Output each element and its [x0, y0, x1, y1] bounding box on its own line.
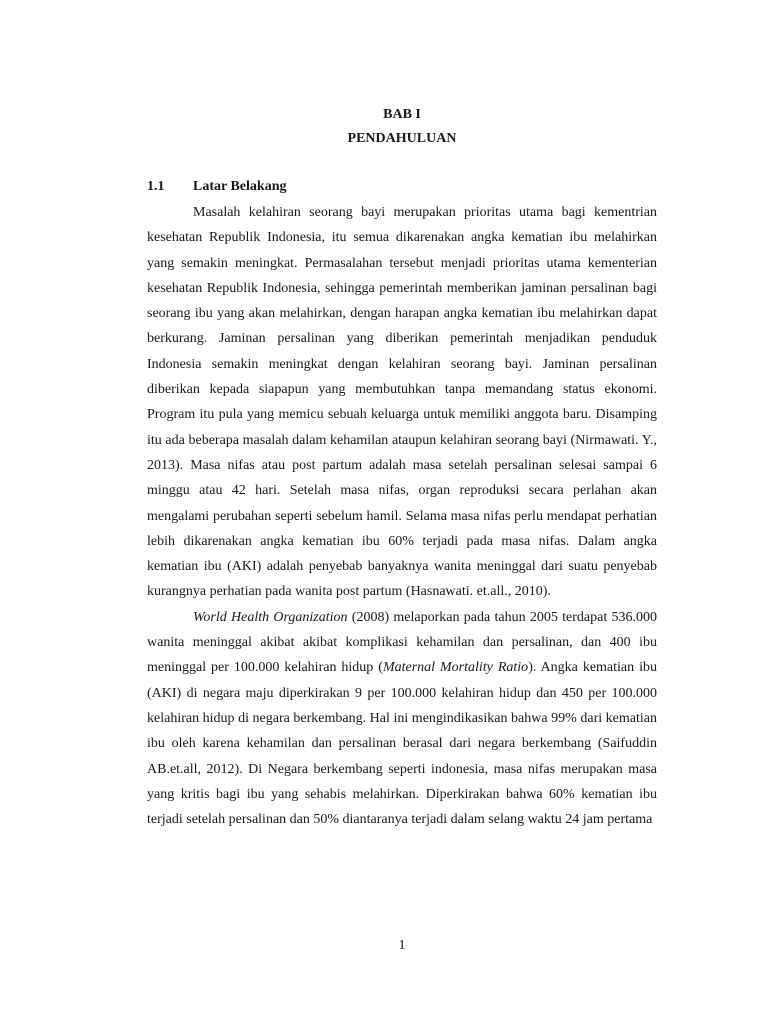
section-heading [147, 178, 286, 196]
chapter-number: BAB I [383, 107, 421, 122]
italic-term: World Health Organization [193, 609, 348, 625]
paragraph-text: (2008) melaporkan pada tahun 2005 terdapat 536.000 wanita meninggal akibat akibat komplikasi kehamilan dan persalinan, dan 400 ibu meninggal per 100.000 kelahiran hidup ( [147, 609, 657, 676]
body-text [147, 200, 657, 832]
italic-term: Maternal Mortality Ratio [382, 660, 529, 676]
paragraph: Masalah kelahiran seorang bayi merupakan prioritas utama bagi kementrian kesehatan Republik Indonesia, itu semua dikarenakan angka kematian ibu melahirkan yang semakin meningkat. Permasalahan tersebut menjadi prioritas utama kementerian kesehatan Republik Indonesia, sehingga pemerintah memberikan jaminan persalinan bagi seorang ibu yang akan melahirkan, dengan harapan angka kematian ibu melahirkan dapat berkurang. Jaminan persalinan yang diberikan pemerintah menjadikan penduduk Indonesia semakin meningkat dengan kelahiran seorang bayi. Jaminan persalinan diberikan kepada siapapun yang membutuhkan tanpa memandang status ekonomi. Program itu pula yang memicu sebuah keluarga untuk memiliki anggota baru. Disamping itu ada beberapa masalah dalam kehamilan ataupun kelahiran seorang bayi (Nirmawati. Y., 2013). Masa nifas atau post partum adalah masa setelah persalinan selesai sampai 6 minggu atau 42 hari. Setelah masa nifas, organ reproduksi secara perlahan akan mengalami perubahan seperti sebelum hamil. Selama masa nifas perlu mendapat perhatian lebih dikarenakan angka kematian ibu 60% terjadi pada masa nifas. Dalam angka kematian ibu (AKI) adalah penyebab banyaknya wanita meninggal dari suatu penyebab kurangnya perhatian pada wanita post partum (Hasnawati. et.all., 2010). [147, 205, 657, 600]
page-number: 1 [398, 938, 406, 953]
paragraph-text: ). Angka kematian ibu (AKI) di negara maju diperkirakan 9 per 100.000 kelahiran hidup dan 450 per 100.000 kelahiran hidup di negara berkembang. Hal ini mengindikasikan bahwa 99% dari kematian ibu oleh karena kehamilan dan persalinan berasal dari negara berkembang (Saifuddin AB.et.all, 2012). Di Negara berkembang seperti indonesia, masa nifas merupakan masa yang kritis bagi ibu yang sehabis melahirkan. Diperkirakan bahwa 60% kematian ibu terjadi setelah persalinan dan 50% diantaranya terjadi dalam selang waktu 24 jam pertama [147, 660, 657, 828]
paragraph [147, 605, 657, 833]
chapter-title: PENDAHULUAN [347, 131, 457, 146]
section-title: Latar Belakang [193, 179, 287, 194]
section-number: 1.1 [147, 179, 165, 194]
